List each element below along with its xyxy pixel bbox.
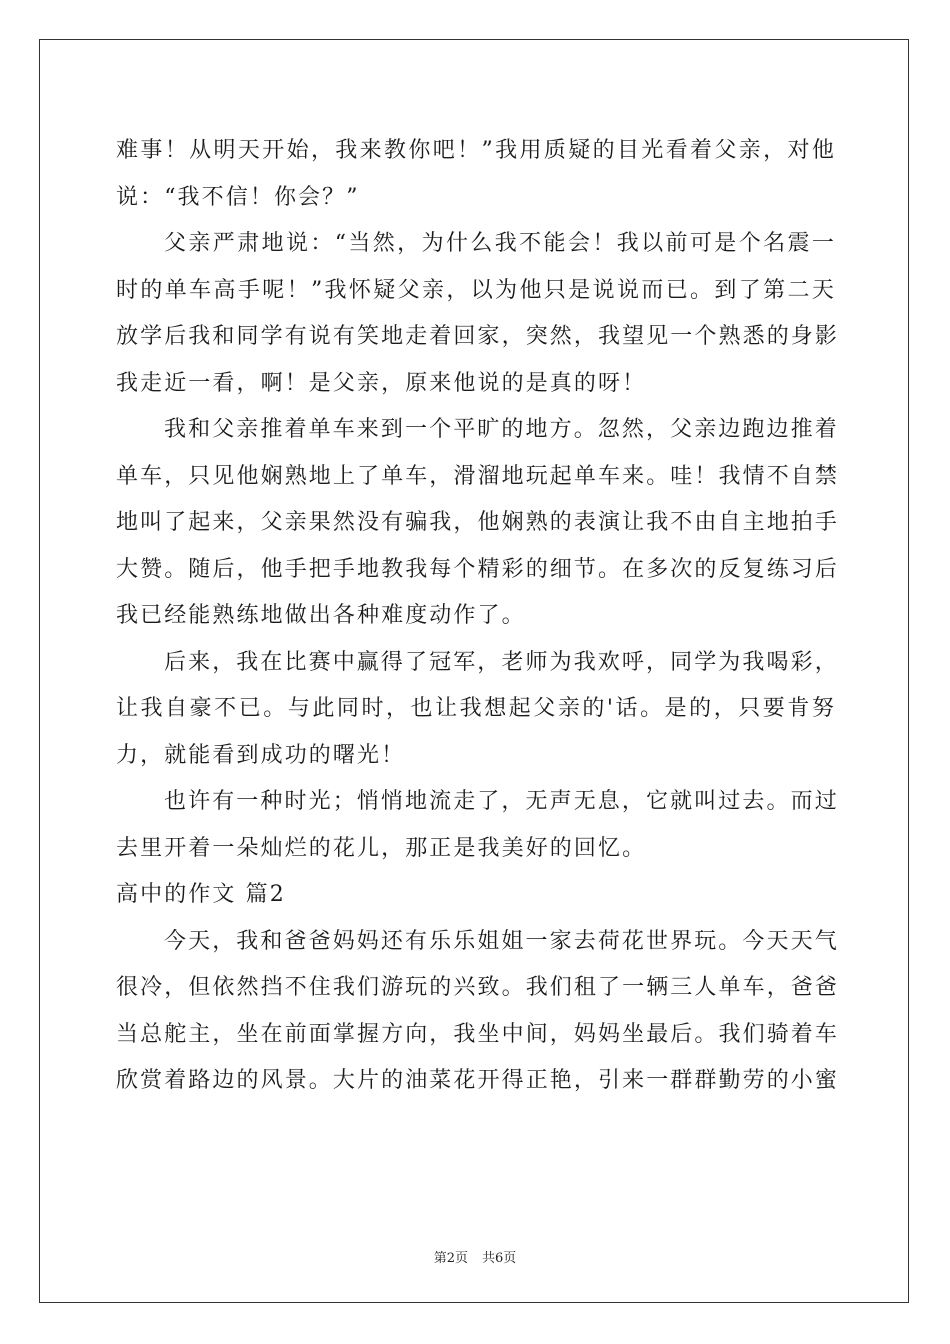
text-line: 当总舵主，坐在前面掌握方向，我坐中间，妈妈坐最后。我们骑着车 xyxy=(116,1021,840,1047)
text-line: 去里开着一朵灿烂的花儿，那正是我美好的回忆。 xyxy=(116,835,647,861)
text-line: 今天，我和爸爸妈妈还有乐乐姐姐一家去荷花世界玩。今天天气 xyxy=(164,928,839,954)
text-line: 我已经能熟练地做出各种难度动作了。 xyxy=(116,603,526,628)
text-line: 难事！从明天开始，我来教你吧！”我用质疑的目光看着父亲，对他 xyxy=(116,138,836,163)
text-line: 也许有一种时光；悄悄地流走了，无声无息，它就叫过去。而过 xyxy=(164,789,839,814)
text-line: 时的单车高手呢！”我怀疑父亲，以为他只是说说而已。到了第二天 xyxy=(116,277,836,303)
text-line: 我走近一看，啊！是父亲，原来他说的是真的呀！ xyxy=(116,370,647,396)
text-line: 单车，只见他娴熟地上了单车，滑溜地玩起单车来。哇！我情不自禁 xyxy=(116,463,840,489)
section-heading: 高中的作文 篇2 xyxy=(116,882,286,907)
text-line: 欣赏着路边的风景。大片的油菜花开得正艳，引来一群群勤劳的小蜜 xyxy=(116,1068,840,1093)
page-footer xyxy=(0,1247,950,1266)
text-line: 放学后我和同学有说有笑地走着回家，突然，我望见一个熟悉的身影 xyxy=(116,324,840,349)
page-total: 共6页 xyxy=(482,1251,517,1266)
text-line: 后来，我在比赛中赢得了冠军，老师为我欢呼，同学为我喝彩， xyxy=(164,649,839,675)
text-line: 说：“我不信！你会？” xyxy=(116,184,360,210)
text-line: 我和父亲推着单车来到一个平旷的地方。忽然，父亲边跑边推着 xyxy=(164,417,839,442)
text-line: 父亲严肃地说：“当然，为什么我不能会！我以前可是个名震一 xyxy=(164,231,836,256)
text-line: 地叫了起来，父亲果然没有骗我，他娴熟的表演让我不由自主地拍手 xyxy=(116,510,840,535)
document-body xyxy=(116,128,840,1105)
page-number: 第2页 xyxy=(433,1251,468,1266)
text-line: 力，就能看到成功的曙光！ xyxy=(116,742,406,768)
text-line: 大赞。随后，他手把手地教我每个精彩的细节。在多次的反复练习后 xyxy=(116,556,840,582)
text-line: 很冷，但依然挡不住我们游玩的兴致。我们租了一辆三人单车，爸爸 xyxy=(116,975,840,1000)
text-line: 让我自豪不已。与此同时，也让我想起父亲的'话。是的，只要肯努 xyxy=(116,696,836,721)
